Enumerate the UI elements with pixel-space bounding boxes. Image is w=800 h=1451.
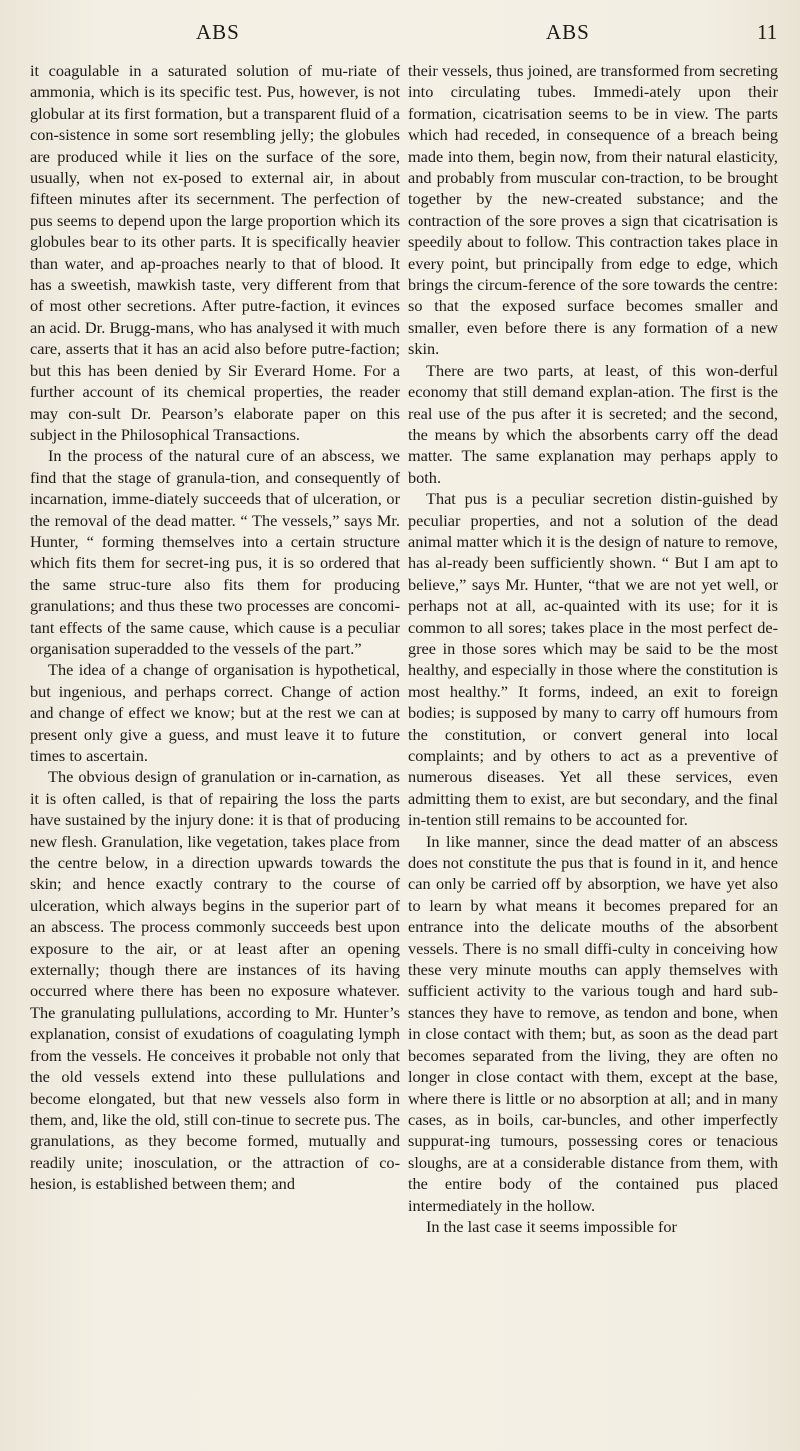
left-paragraph-1: it coagulable in a saturated solution of mu-riate of ammonia, which is its specific test. Pus, however, is not globular at its first formation, but a transparent fluid of a con-sistence in some sort resembling jelly; the globules are produced while it lies on the surface of the sore, usually, when not ex-posed to external air, in about fifteen minutes after its secernment. The perfection of pus seems to depend upon the large proportion which its globules bear to its other parts. It is specifically heavier than water, and ap-proaches nearly to that of blood. It has a sweetish, mawkish taste, very different from that of most other secretions. After putre-faction, it evinces an acid. Dr. Brugg-mans, who has analysed it with much care, asserts that it has an acid also before putre-faction; but this has been denied by Sir Everard Home. For a further account of its chemical properties, the reader may con-sult Dr. Pearson’s elaborate paper on this subject in the Philosophical Transactions. — [30, 61, 400, 444]
right-paragraph-4: In like manner, since the dead matter of an abscess does not constitute the pus that is found in it, and hence can only be carried off by absorption, we have yet also to learn by what means it becomes prepared for an entrance into the delicate mouths of the absorbent vessels. There is no small diffi-culty in conceiving how these very minute mouths can apply themselves with sufficient activity to the various tough and hard sub-stances they have to remove, as tendon and bone, when in close contact with them; but, as soon as the dead part becomes separated from the living, they are often no longer in close contact with them, except at the base, where there is little or no absorption at all; and in many cases, as in boils, car-buncles, and other imperfectly suppurat-ing tumours, possessing cores or tenacious sloughs, are at a considerable distance from them, with the entire body of the contained pus placed intermediately in the hollow. — [408, 831, 778, 1215]
right-paragraph-3: That pus is a peculiar secretion distin-guished by peculiar properties, and not a solution of the dead animal matter which it is the design of nature to remove, has al-ready been sufficiently shown. “ But I am apt to believe,” says Mr. Hunter, “that we are not yet well, or perhaps not at all, ac-quainted with its use; for it is common to all sores; takes place in the most perfect de-gree in those sores which may be said to be the most healthy, and especially in those where the constitution is most healthy.” It forms, indeed, an exit to foreign bodies; is supposed by many to carry off humours from the constitution, or convert general into local complaints; and by others to act as a preventive of numerous diseases. Yet all these services, even admitting them to exist, are but secondary, and the final in-tention still remains to be accounted for. — [408, 489, 778, 830]
right-paragraph-2: There are two parts, at least, of this won-derful economy that still demand explan-ation. The first is the real use of the pus after it is secreted; and the second, the means by which the absorbents carry off the dead matter. The same explanation may perhaps apply to both. — [408, 360, 778, 487]
left-running-head: ABS — [196, 20, 240, 44]
right-text-column — [408, 60, 778, 1237]
left-paragraph-3: The idea of a change of organisation is hypothetical, but ingenious, and perhaps correct. Change of action and change of effect we know; but at the rest we can at present only give a guess, and must leave it to future times to ascertain. — [30, 660, 400, 765]
left-text-column — [30, 60, 400, 1195]
left-paragraph-4: The obvious design of granulation or in-carnation, as it is often called, is that of repairing the loss the parts have sustained by the injury done: it is that of producing new flesh. Granulation, like vegetation, takes place from the centre below, in a direction upwards towards the skin; and hence exactly contrary to the course of ulceration, which always begins in the superior part of an abscess. The process commonly succeeds best upon exposure to the air, or at least after an opening externally; though there are instances of its having occurred where there has been no exposure whatever. The granulating pullulations, according to Mr. Hunter’s explanation, consist of exudations of coagulating lymph from the vessels. He conceives it probable not only that the old vessels extend into these pullulations and become elongated, but that new vessels also form in them, and, like the old, still con-tinue to secrete pus. The granulations, as they become formed, mutually and readily unite; inosculation, or the attraction of co-hesion, is established between them; and — [30, 767, 400, 1194]
left-paragraph-2: In the process of the natural cure of an abscess, we find that the stage of granula-tion, and consequently of incarnation, imme-diately succeeds that of ulceration, or the removal of the dead matter. “ The vessels,” says Mr. Hunter, “ forming themselves into a certain structure which fits them for secret-ing pus, it is so ordered that the same struc-ture also fits them for producing granulations; and thus these two processes are concomi-tant effects of the same cause, which cause is a peculiar organisation superadded to the vessels of the part.” — [30, 446, 400, 658]
right-running-head: ABS — [546, 20, 590, 44]
right-paragraph-1: their vessels, thus joined, are transformed from secreting into circulating tubes. Immedi-ately upon their formation, cicatrisation seems to be in view. The parts which had receded, in consequence of a breach being made into them, begin now, from their natural elasticity, and probably from muscular con-traction, to be brought together by the new-created substance; and the contraction of the sore proves a sign that cicatrisation is speedily about to follow. This contraction takes place in every point, but principally from edge to edge, which brings the circum-ference of the sore towards the centre: so that the exposed surface becomes smaller and smaller, even before there is any formation of a new skin. — [408, 61, 778, 359]
right-paragraph-5: In the last case it seems impossible for — [426, 1216, 677, 1236]
page-number: 11 — [757, 20, 778, 44]
